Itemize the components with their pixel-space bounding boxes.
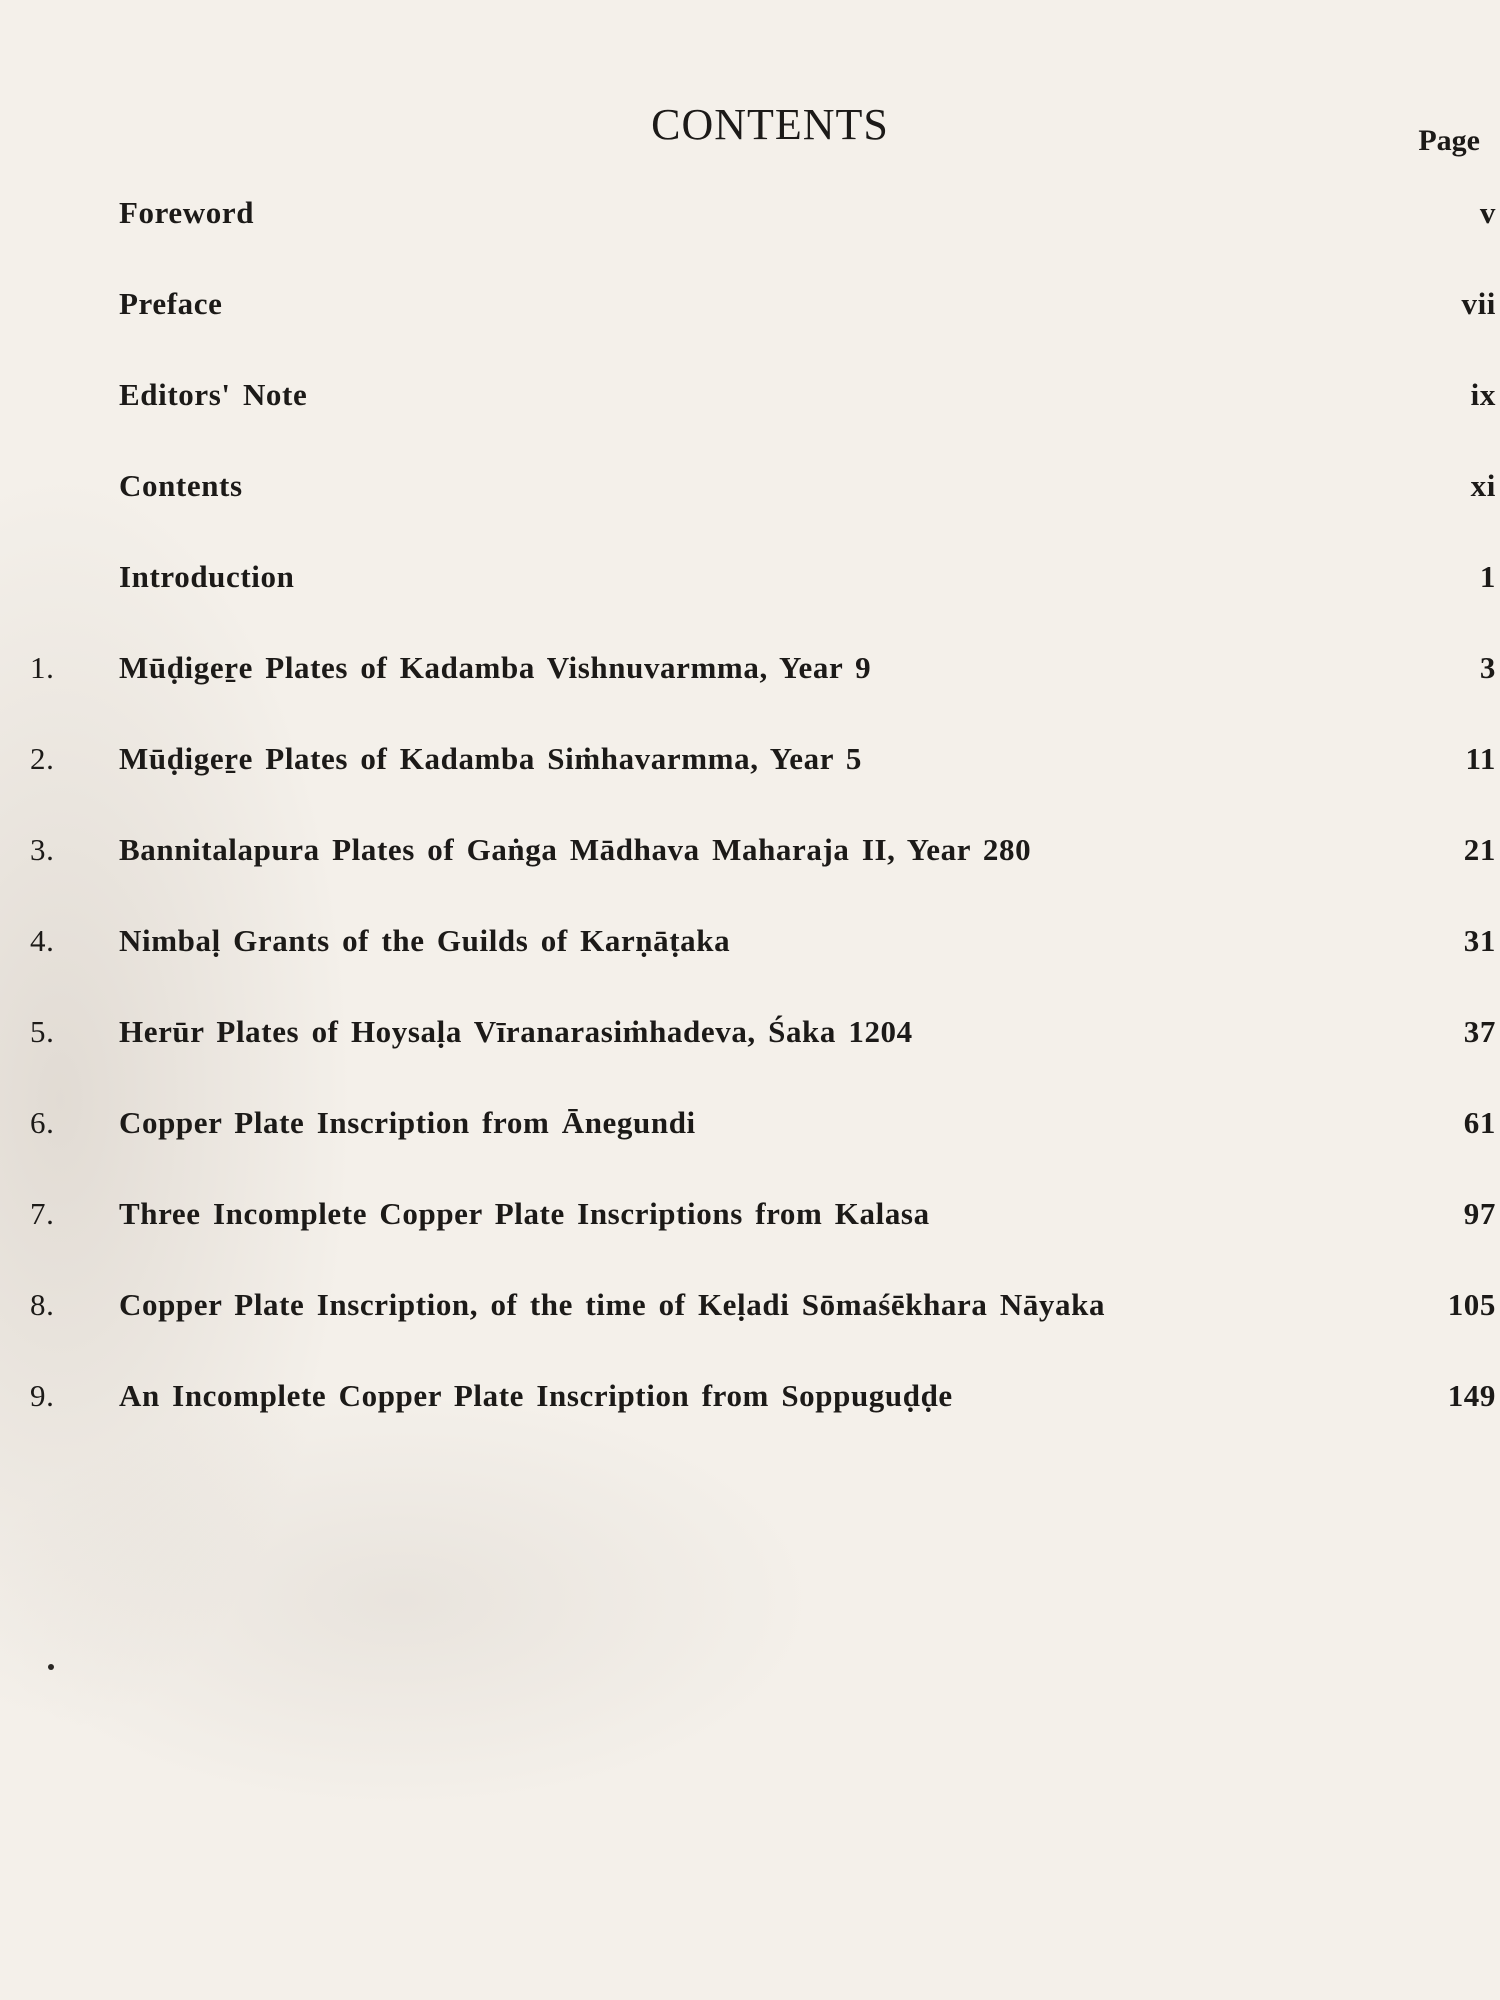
toc-entry-title: Three Incomplete Copper Plate Inscriptions from Kalasa [119, 1196, 930, 1231]
toc-entry-page: 21 [1463, 832, 1496, 867]
toc-entry [0, 1196, 1500, 1287]
toc-entry-title: Copper Plate Inscription, of the time of Keḷadi Sōmaśēkhara Nāyaka [119, 1287, 1106, 1322]
toc-entry-page: 3 [1479, 650, 1496, 685]
toc-entry-number: 6. [30, 1105, 55, 1140]
toc-entry [0, 1378, 1500, 1469]
toc-entry-number: 1. [30, 650, 55, 685]
toc-entry-page: 97 [1463, 1196, 1496, 1231]
toc-entry-page: v [1479, 195, 1496, 230]
toc-entry-number: 3. [30, 832, 55, 867]
toc-entry-title: Copper Plate Inscription from Ānegundi [119, 1105, 696, 1140]
toc-entry-title: Foreword [119, 195, 255, 230]
toc-entry-number: 9. [30, 1378, 55, 1413]
toc-entry-page: 37 [1463, 1014, 1496, 1049]
toc-entry [0, 650, 1500, 741]
toc-entry [0, 741, 1500, 832]
toc-entry [0, 1287, 1500, 1378]
toc-entry-page: 105 [1447, 1287, 1496, 1322]
stray-ink-dot [48, 1664, 54, 1670]
toc-entry [0, 468, 1500, 559]
toc-entry-title: Contents [119, 468, 243, 503]
toc-entry-title: Nimbaḷ Grants of the Guilds of Karṇāṭaka [119, 923, 731, 958]
table-of-contents [0, 195, 1500, 1469]
toc-entry-page: 61 [1463, 1105, 1496, 1140]
toc-entry [0, 1105, 1500, 1196]
toc-entry [0, 377, 1500, 468]
toc-entry-title: An Incomplete Copper Plate Inscription from Soppuguḍḍe [119, 1378, 953, 1413]
toc-entry [0, 195, 1500, 286]
toc-entry-number: 7. [30, 1196, 55, 1231]
toc-entry-page: 11 [1465, 741, 1496, 776]
page-title: CONTENTS [651, 100, 889, 150]
page-column-header: Page [1418, 124, 1480, 157]
toc-entry [0, 286, 1500, 377]
toc-entry-page: 31 [1463, 923, 1496, 958]
toc-entry-title: Mūḍigeṟe Plates of Kadamba Siṁhavarmma, Year 5 [119, 741, 862, 776]
toc-entry-page: 149 [1447, 1378, 1496, 1413]
toc-entry [0, 1014, 1500, 1105]
toc-entry-page: vii [1461, 286, 1496, 321]
toc-entry-number: 5. [30, 1014, 55, 1049]
toc-entry-title: Introduction [119, 559, 295, 594]
toc-entry-page: xi [1470, 468, 1496, 503]
toc-entry-page: 1 [1479, 559, 1496, 594]
toc-entry-title: Mūḍigeṟe Plates of Kadamba Vishnuvarmma, Year 9 [119, 650, 872, 685]
toc-entry-title: Herūr Plates of Hoysaḷa Vīranarasiṁhadeva, Śaka 1204 [119, 1014, 913, 1049]
toc-entry [0, 923, 1500, 1014]
toc-entry-title: Editors' Note [119, 377, 308, 412]
toc-entry-page: ix [1470, 377, 1496, 412]
toc-entry-title: Bannitalapura Plates of Gaṅga Mādhava Maharaja II, Year 280 [119, 832, 1032, 867]
toc-entry-number: 4. [30, 923, 55, 958]
toc-entry-number: 8. [30, 1287, 55, 1322]
toc-entry [0, 832, 1500, 923]
toc-entry-title: Preface [119, 286, 223, 321]
toc-entry [0, 559, 1500, 650]
toc-entry-number: 2. [30, 741, 55, 776]
